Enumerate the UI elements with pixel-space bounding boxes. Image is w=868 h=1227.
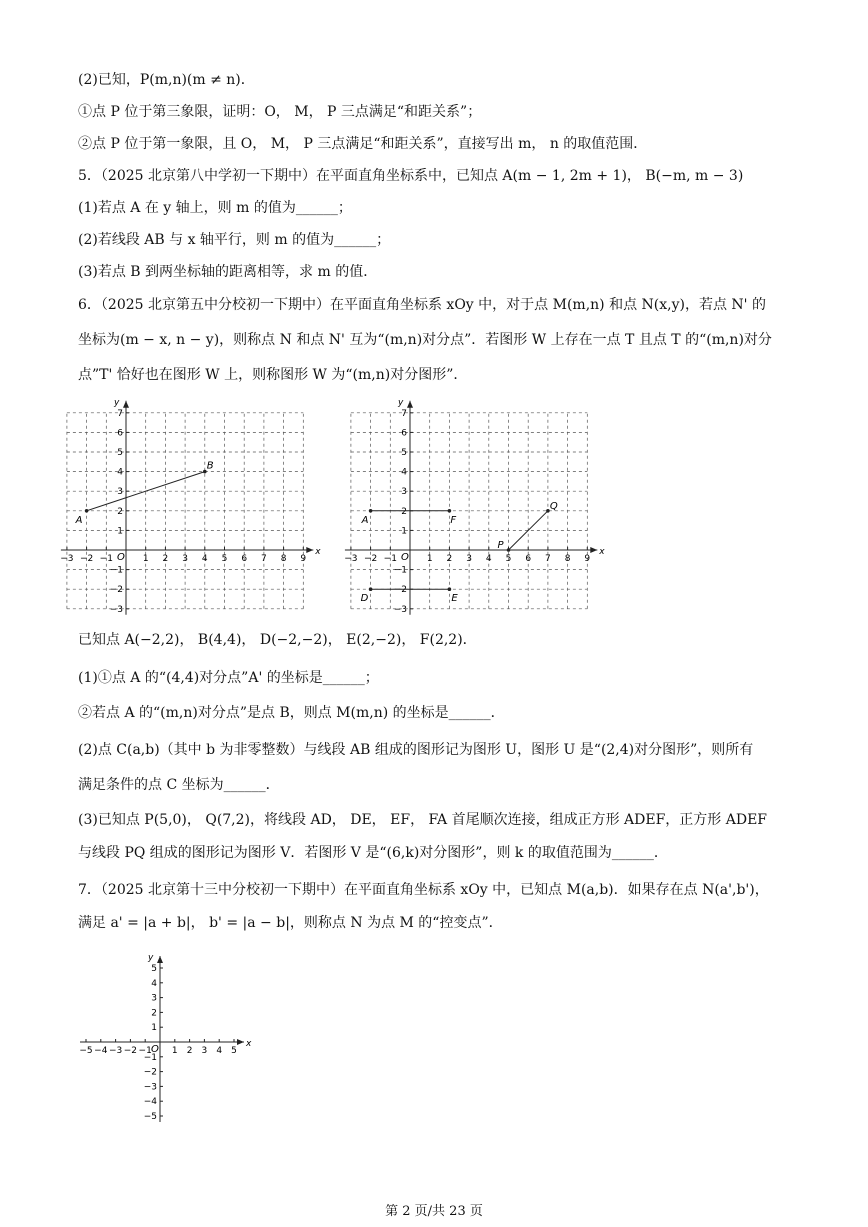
x-axis-label: x [315,547,321,557]
graph-1 [60,388,360,620]
point-p [507,548,511,552]
x-tick-label: 2 [162,554,169,564]
x-tick-label: 9 [584,554,591,564]
y-tick-label: −2 [393,585,407,596]
y-tick-label: 2 [117,506,123,517]
x-tick-label: −2 [123,1046,138,1056]
q6-definition-2: 点”T' 恰好也在图形 W 上，则称图形 W 为“(m,n)对分图形”． [78,367,468,383]
x-tick-label: −1 [99,554,113,564]
y-tick-label: −3 [109,604,123,615]
q5-part-1: (1)若点 A 在 y 轴上，则 m 的值为______； [78,200,352,216]
point-label-f: F [450,514,457,526]
y-axis-arrow [407,401,413,408]
y-tick-label: 3 [401,487,407,498]
x-tick-label: 6 [525,554,532,564]
q6-part-1-1: (1)①点 A 的“(4,4)对分点”A' 的坐标是______； [78,670,379,686]
y-tick-label: 2 [401,506,407,517]
x-tick-label: −3 [344,554,358,564]
x-tick-label: −3 [108,1046,123,1056]
x-tick-label: −5 [79,1046,93,1056]
page-footer: 第 2 页/共 23 页 [385,1204,483,1219]
point-d [369,587,373,591]
text-line-1: (2)已知，P(m,n)(m ≠ n)． [78,72,255,88]
point-label-b: B [206,460,214,472]
q6-part-1-2: ②若点 A 的“(m,n)对分点”是点 B，则点 M(m,n) 的坐标是______． [78,705,505,721]
q5-part-3: (3)若点 B 到两坐标轴的距离相等，求 m 的值． [78,264,378,280]
x-tick-label: 1 [171,1046,178,1056]
x-tick-label: −2 [79,554,94,564]
point-label-e: E [451,593,458,605]
x-tick-label: 7 [545,554,551,564]
y-tick-label: 7 [401,408,407,419]
point-a [369,509,373,513]
origin-label: O [151,1044,159,1055]
y-tick-label: 6 [401,428,407,439]
y-tick-label: 4 [117,467,123,478]
x-tick-label: 5 [221,554,228,564]
y-axis-arrow [123,401,129,408]
y-tick-label: −1 [143,1052,157,1063]
y-axis-label: y [148,953,154,963]
point-label-a: A [75,514,83,526]
x-tick-label: 1 [142,554,149,564]
x-tick-label: 3 [466,554,472,564]
y-axis-label: y [398,397,404,408]
y-tick-label: 1 [401,526,407,537]
q6-definition-1: 坐标为(m − x, n − y)，则称点 N 和点 N' 互为“(m,n)对分点”．若图形 W 上存在一点 T 且点 T 的“(m,n)对分 [78,332,772,348]
question-6-stem: 6．（2025 北京第五中分校初一下期中）在平面直角坐标系 xOy 中，对于点 M(m,n) 和点 N(x,y)，若点 N' 的 [78,297,766,313]
x-tick-label: 9 [300,554,307,564]
y-axis-label: y [114,397,120,408]
x-axis-arrow [590,547,597,553]
q6-part-2-b: 满足条件的点 C 坐标为______． [78,777,280,793]
point-label-q: Q [549,500,558,512]
origin-label: O [117,552,125,563]
point-e [448,587,452,591]
x-tick-label: 1 [426,554,433,564]
y-tick-label: 4 [151,978,157,989]
point-f [448,509,452,513]
point-a [85,509,89,513]
y-tick-label: 1 [151,1023,157,1034]
text-line-2: ①点 P 位于第三象限，证明：O， M， P 三点满足“和距关系”； [78,104,482,120]
x-axis-label: x [246,1039,252,1049]
y-tick-label: −2 [109,585,123,596]
x-axis-label: x [599,547,605,557]
y-tick-label: −1 [393,565,407,576]
y-tick-label: 6 [117,428,123,439]
y-tick-label: 5 [117,448,123,458]
graph-3 [70,940,270,1125]
y-tick-label: 2 [151,1008,157,1019]
y-tick-label: −5 [143,1112,157,1122]
point-label-d: D [360,593,369,605]
y-tick-label: 3 [151,993,157,1004]
x-tick-label: 6 [241,554,248,564]
q7-definition: 满足 a' = |a + b|， b' = |a − b|，则称点 N 为点 M 的“控变点”． [78,915,503,931]
q6-part-2-a: (2)点 C(a,b)（其中 b 为非零整数）与线段 AB 组成的图形记为图形 U，图形 U 是“(2,4)对分图形”，则所有 [78,742,754,758]
x-tick-label: 5 [231,1046,237,1056]
x-tick-label: 7 [261,554,267,564]
y-tick-label: 5 [151,964,157,974]
x-tick-label: 3 [201,1046,208,1056]
x-tick-label: −2 [363,554,378,564]
x-axis-arrow [237,1039,244,1045]
x-tick-label: 3 [182,554,188,564]
y-tick-label: 7 [117,408,123,419]
q6-part-3-a: (3)已知点 P(5,0)， Q(7,2)，将线段 AD， DE， EF， FA 首尾顺次连接，组成正方形 ADEF，正方形 ADEF [78,812,768,828]
x-tick-label: 4 [216,1046,223,1056]
y-tick-label: −1 [109,565,123,576]
y-tick-label: 4 [401,467,407,478]
point-label-a: A [361,514,369,526]
graph-2 [344,388,635,620]
question-7-stem: 7．（2025 北京第十三中分校初一下期中）在平面直角坐标系 xOy 中，已知点 M(a,b)．如果存在点 N(a',b')， [78,882,769,898]
q6-part-3-b: 与线段 PQ 组成的图形记为图形 V．若图形 V 是“(6,k)对分图形”，则 k 的取值范围为______． [78,845,668,861]
x-tick-label: −1 [383,554,397,564]
origin-label: O [401,552,409,563]
y-tick-label: 3 [117,487,123,498]
y-axis-arrow [157,956,163,963]
text-line-3: ②点 P 位于第一象限，且 O， M， P 三点满足“和距关系”，直接写出 m， n 的取值范围． [78,136,648,152]
y-tick-label: −4 [143,1097,157,1108]
x-tick-label: 8 [564,554,571,564]
x-tick-label: 4 [201,554,208,564]
x-tick-label: −4 [94,1046,108,1056]
q6-given-points: 已知点 A(−2,2)， B(4,4)， D(−2,−2)， E(2,−2)， F(2,2)． [78,632,477,648]
q5-part-2: (2)若线段 AB 与 x 轴平行，则 m 的值为______； [78,232,391,248]
x-tick-label: 8 [280,554,287,564]
x-tick-label: −1 [138,1046,152,1056]
y-tick-label: −3 [143,1082,157,1093]
x-axis-arrow [306,547,313,553]
point-label-p: P [497,540,504,551]
y-tick-label: 5 [401,448,407,458]
x-tick-label: 2 [186,1046,193,1056]
x-tick-label: 5 [505,554,512,564]
y-tick-label: −2 [143,1067,157,1078]
question-5-stem: 5．（2025 北京第八中学初一下期中）在平面直角坐标系中，已知点 A(m − 1, 2m + 1)， B(−m, m − 3) [78,168,744,184]
y-tick-label: 1 [117,526,123,537]
x-tick-label: −3 [60,554,74,564]
x-tick-label: 4 [485,554,492,564]
y-tick-label: −3 [393,604,407,615]
x-tick-label: 2 [446,554,453,564]
